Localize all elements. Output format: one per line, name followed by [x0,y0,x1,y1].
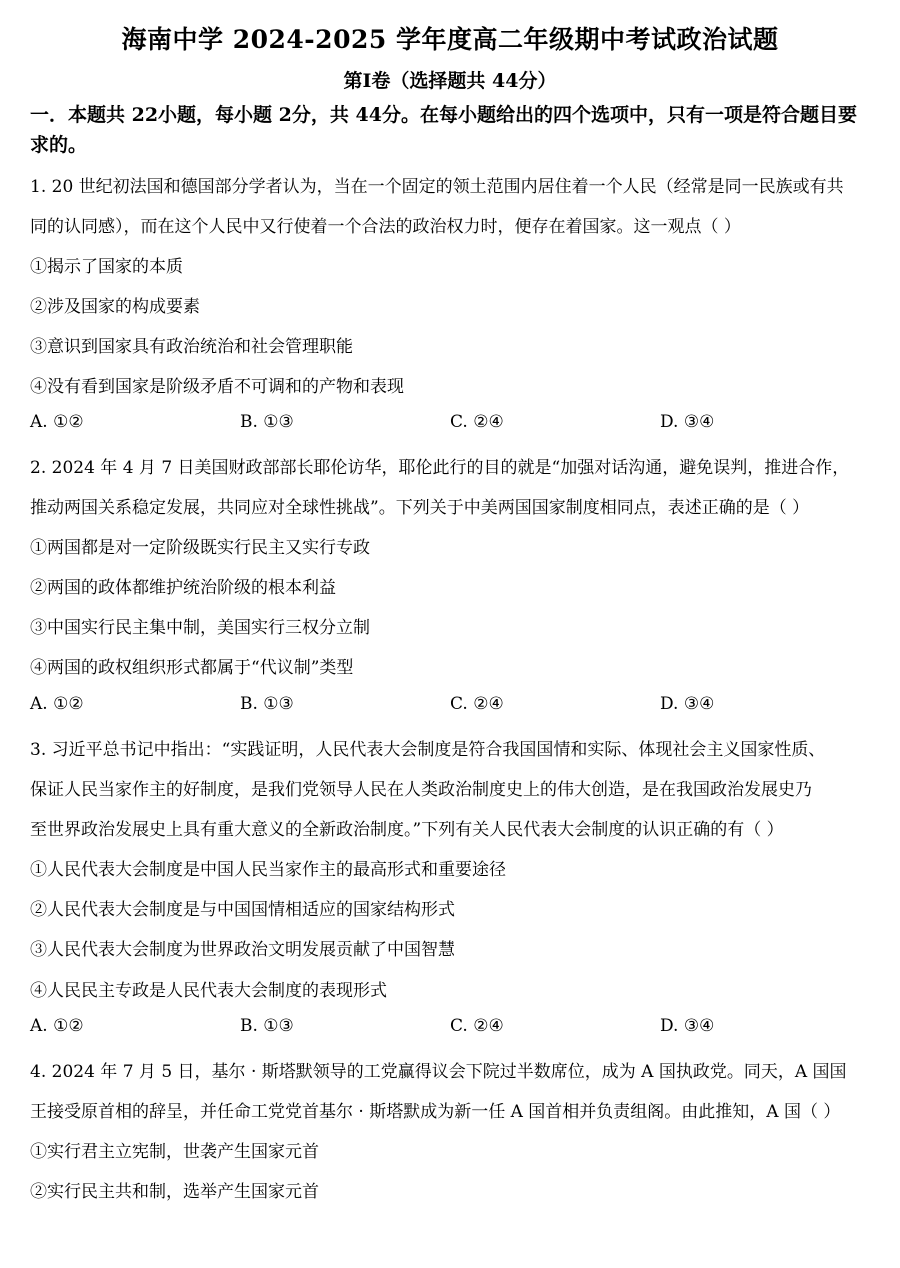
statement: ③意识到国家具有政治统治和社会管理职能 [30,337,353,357]
option-a[interactable]: A. ①② [30,694,84,714]
question-stem-line: 3. 习近平总书记中指出：“实践证明，人民代表大会制度是符合我国国情和实际、体现社会主义国家性质、 [30,740,826,760]
option-c[interactable]: C. ②④ [450,412,504,432]
question-stem-line: 同的认同感），而在这个人民中又行使着一个合法的政治权力时，便存在着国家。这一观点（ ） [30,217,741,237]
answer-options [30,1016,870,1040]
statement: ②两国的政体都维护统治阶级的根本利益 [30,578,336,598]
question-stem-line: 1. 20 世纪初法国和德国部分学者认为，当在一个固定的领土范围内居住着一个人民（经常是同一民族或有共 [30,177,844,197]
option-b[interactable]: B. ①③ [240,1016,294,1036]
question-stem-line: 2. 2024 年 4 月 7 日美国财政部部长耶伦访华，耶伦此行的目的就是“加强对话沟通，避免误判，推进合作， [30,458,850,478]
option-d[interactable]: D. ③④ [660,1016,715,1036]
option-b[interactable]: B. ①③ [240,412,294,432]
exam-title: 海南中学 2024-2025 学年度高二年级期中考试政治试题 [121,25,779,54]
question-stem-line: 至世界政治发展史上具有重大意义的全新政治制度。”下列有关人民代表大会制度的认识正确的有（ ） [30,820,784,840]
statement: ③中国实行民主集中制，美国实行三权分立制 [30,618,370,638]
statement: ②涉及国家的构成要素 [30,297,200,317]
statement: ①两国都是对一定阶级既实行民主又实行专政 [30,538,370,558]
option-a[interactable]: A. ①② [30,412,84,432]
question-stem-line: 保证人民当家作主的好制度，是我们党领导人民在人类政治制度史上的伟大创造，是在我国政治发展史乃 [30,780,812,800]
statement: ③人民代表大会制度为世界政治文明发展贡献了中国智慧 [30,940,455,960]
option-c[interactable]: C. ②④ [450,1016,504,1036]
statement: ①揭示了国家的本质 [30,257,183,277]
question-stem-line: 王接受原首相的辞呈，并任命工党党首基尔 · 斯塔默成为新一任 A 国首相并负责组阁。由此推知，A 国（ ） [30,1102,841,1122]
answer-options [30,412,870,436]
statement: ②人民代表大会制度是与中国国情相适应的国家结构形式 [30,900,455,920]
statement: ④两国的政权组织形式都属于“代议制”类型 [30,658,354,678]
answer-options [30,694,870,718]
volume-subtitle: 第Ⅰ卷（选择题共 44分） [343,70,557,92]
statement: ②实行民主共和制，选举产生国家元首 [30,1182,319,1202]
option-d[interactable]: D. ③④ [660,412,715,432]
statement: ④没有看到国家是阶级矛盾不可调和的产物和表现 [30,377,404,397]
statement: ①实行君主立宪制，世袭产生国家元首 [30,1142,319,1162]
option-d[interactable]: D. ③④ [660,694,715,714]
option-c[interactable]: C. ②④ [450,694,504,714]
option-a[interactable]: A. ①② [30,1016,84,1036]
statement: ①人民代表大会制度是中国人民当家作主的最高形式和重要途径 [30,860,506,880]
section-instruction: 一．本题共 22小题，每小题 2分，共 44分。在每小题给出的四个选项中，只有一项是符合题目要求的。 [30,104,857,156]
question-stem-line: 4. 2024 年 7 月 5 日，基尔 · 斯塔默领导的工党赢得议会下院过半数席位，成为 A 国执政党。同天，A 国国 [30,1062,847,1082]
question-stem-line: 推动两国关系稳定发展，共同应对全球性挑战”。下列关于中美两国国家制度相同点，表述正确的是（ ） [30,498,810,518]
statement: ④人民民主专政是人民代表大会制度的表现形式 [30,981,387,1001]
option-b[interactable]: B. ①③ [240,694,294,714]
